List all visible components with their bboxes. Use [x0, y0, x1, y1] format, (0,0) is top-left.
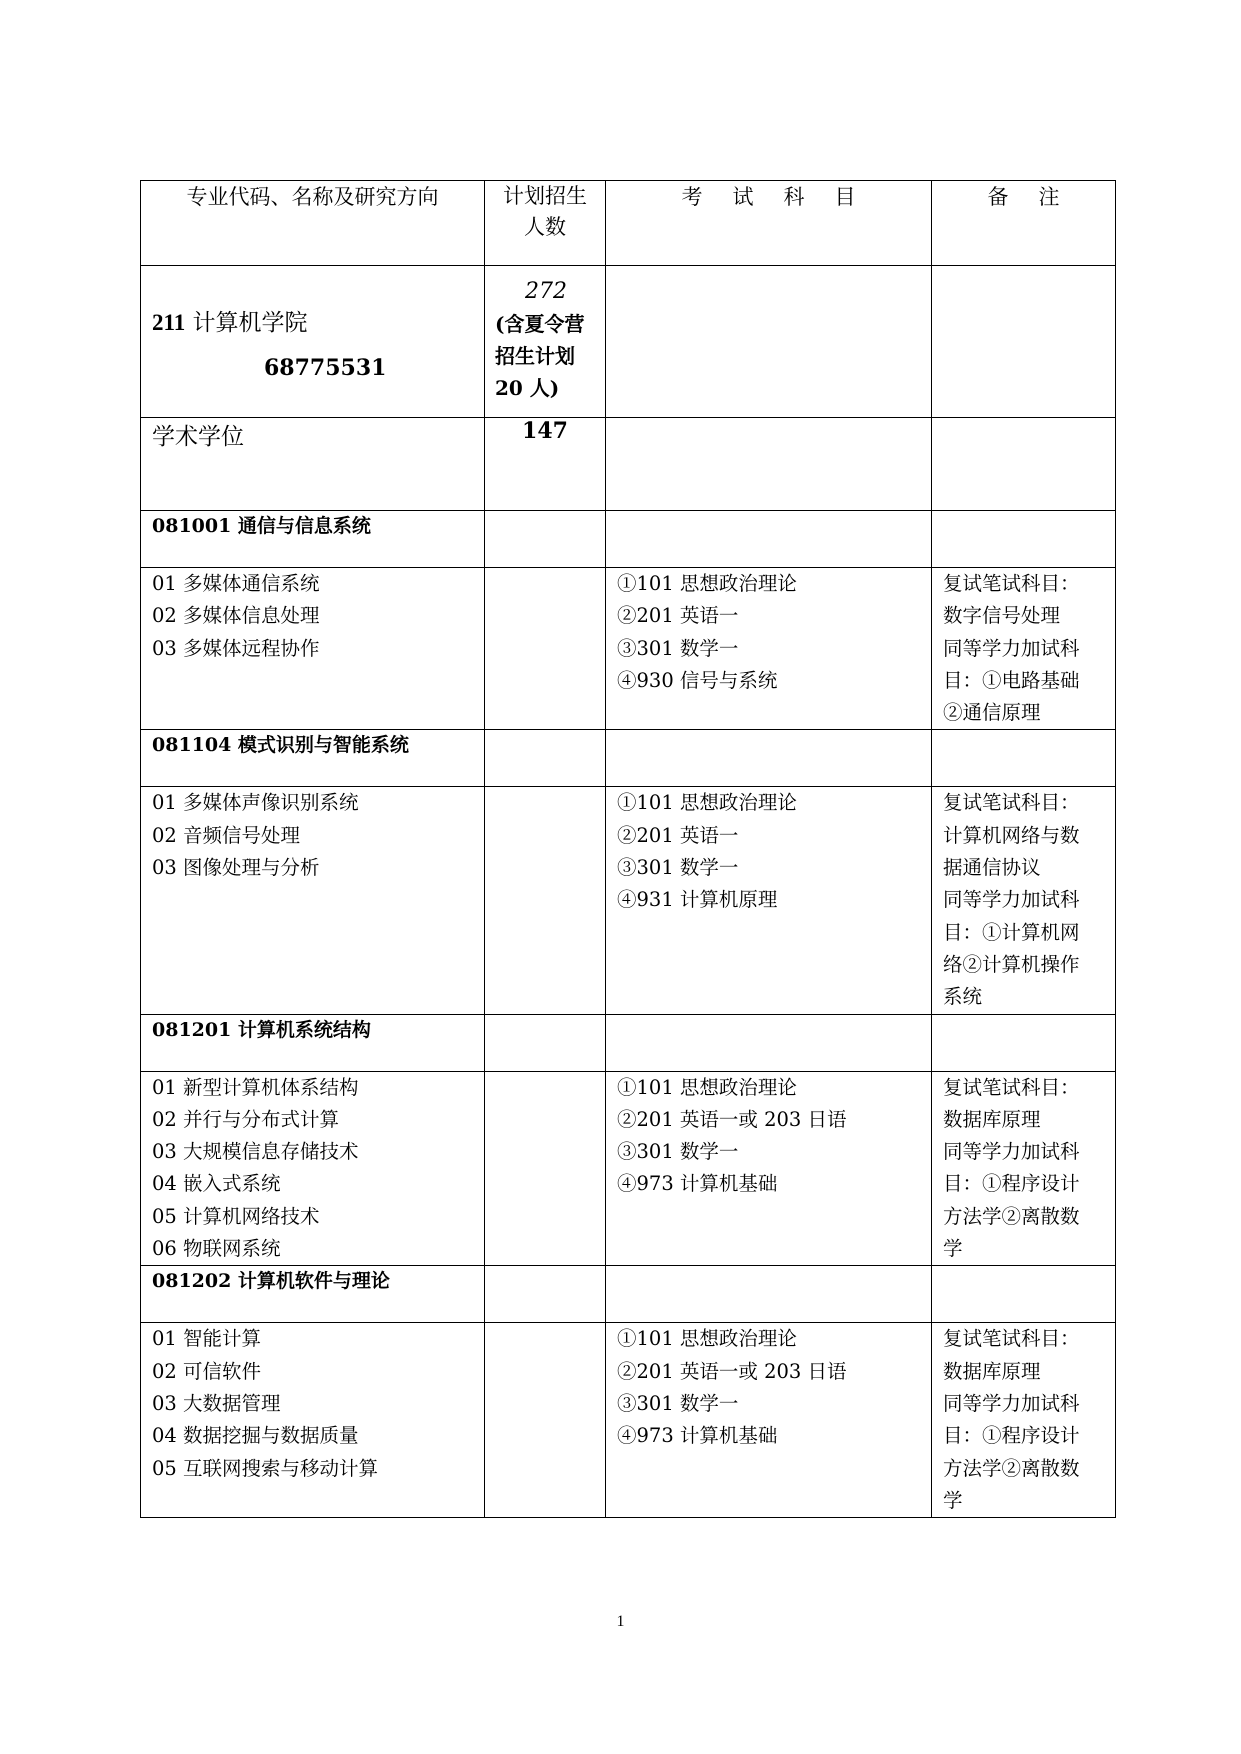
research-direction: 06 物联网系统 [152, 1237, 281, 1261]
research-directions [141, 1323, 485, 1518]
remark-line: 目：①电路基础 [943, 668, 1080, 692]
exam-subject: ④973 计算机基础 [617, 1424, 778, 1448]
department-phone: 68775531 [264, 355, 387, 381]
department-plan-count [485, 266, 606, 418]
major-title-empty-cell [606, 1266, 932, 1323]
remarks [932, 787, 1116, 1014]
remarks [932, 1323, 1116, 1518]
research-directions [141, 568, 485, 730]
remark-line: 学 [943, 1237, 963, 1261]
exam-subject: ①101 思想政治理论 [617, 572, 797, 595]
remark-line: 复试笔试科目： [943, 791, 1080, 815]
department-notes-empty [932, 266, 1116, 418]
remark-line: 目：①计算机网 [943, 920, 1080, 944]
degree-row [141, 418, 1116, 511]
header-plan-count-line1: 计划招生 [503, 184, 587, 208]
remark-line: 复试笔试科目： [943, 1327, 1080, 1351]
remark-line: 络②计算机操作 [943, 952, 1080, 976]
enrollment-plan-table [140, 180, 1116, 1518]
exam-subject: ②201 英语一 [617, 604, 739, 628]
plan-total: 272 [525, 279, 567, 304]
major-title-row [141, 1014, 1116, 1071]
remark-line: 目：①程序设计 [943, 1172, 1080, 1196]
major-title-empty-cell [485, 1014, 606, 1071]
remark-line: 同等学力加试科 [943, 888, 1080, 912]
remark-line: 数据库原理 [943, 1107, 1041, 1131]
research-direction: 03 图像处理与分析 [152, 856, 320, 880]
exam-subject: ③301 数学一 [617, 1140, 739, 1164]
exam-subject: ②201 英语一 [617, 823, 739, 847]
table-header-row [141, 181, 1116, 266]
remark-line: 数据库原理 [943, 1359, 1041, 1383]
department-exams-empty [606, 266, 932, 418]
major-title-empty-cell [932, 1014, 1116, 1071]
header-plan-count-line2: 人数 [524, 215, 566, 239]
research-direction: 01 智能计算 [152, 1327, 262, 1351]
degree-label: 学术学位 [141, 418, 485, 511]
remark-line: 复试笔试科目： [943, 1075, 1080, 1099]
research-direction: 05 计算机网络技术 [152, 1204, 320, 1228]
research-direction: 02 可信软件 [152, 1359, 262, 1383]
department-code: 211 [152, 310, 186, 335]
department-title: 计算机学院 [192, 310, 308, 336]
major-title-empty-cell [485, 511, 606, 568]
exam-subject: ①101 思想政治理论 [617, 1327, 797, 1351]
exam-subjects [606, 568, 932, 730]
header-notes [932, 181, 1116, 266]
exam-subject: ③301 数学一 [617, 1391, 739, 1415]
research-direction: 03 大数据管理 [152, 1391, 281, 1415]
department-name [141, 266, 484, 337]
header-plan-count [485, 181, 606, 266]
major-title-empty-cell [606, 730, 932, 787]
exam-subject: ②201 英语一或 203 日语 [617, 1359, 847, 1383]
remark-line: 数字信号处理 [943, 604, 1061, 628]
remarks [932, 1071, 1116, 1266]
degree-count: 147 [485, 418, 606, 511]
research-direction: 03 多媒体远程协作 [152, 636, 320, 660]
research-direction: 01 多媒体声像识别系统 [152, 791, 359, 815]
department-cell [141, 266, 485, 418]
exam-subjects [606, 787, 932, 1014]
major-name: 081201 计算机系统结构 [141, 1014, 485, 1071]
major-title-row [141, 1266, 1116, 1323]
detail-plan-count-empty [485, 787, 606, 1014]
major-title-row [141, 730, 1116, 787]
remark-line: 同等学力加试科 [943, 1140, 1080, 1164]
major-title-empty-cell [932, 1266, 1116, 1323]
header-notes-label: 备注 [987, 185, 1090, 209]
remark-line: 学 [943, 1488, 963, 1512]
detail-plan-count-empty [485, 1323, 606, 1518]
degree-notes-empty [932, 418, 1116, 511]
exam-subject: ④973 计算机基础 [617, 1172, 778, 1196]
major-title-empty-cell [606, 511, 932, 568]
research-direction: 02 多媒体信息处理 [152, 604, 320, 628]
page-number: 1 [616, 1613, 625, 1630]
research-direction: 01 多媒体通信系统 [152, 572, 320, 595]
exam-subject: ③301 数学一 [617, 636, 739, 660]
header-exams [606, 181, 932, 266]
exam-subject: ④931 计算机原理 [617, 888, 778, 912]
detail-plan-count-empty [485, 1071, 606, 1266]
remarks [932, 568, 1116, 730]
plan-note-line1: (含夏令营 [495, 312, 585, 336]
research-directions [141, 787, 485, 1014]
major-detail-row [141, 1071, 1116, 1266]
major-detail-row [141, 568, 1116, 730]
major-title-empty-cell [606, 1014, 932, 1071]
exam-subject: ④930 信号与系统 [617, 668, 778, 692]
major-name: 081001 通信与信息系统 [141, 511, 485, 568]
exam-subject: ①101 思想政治理论 [617, 1075, 797, 1099]
major-title-empty-cell [485, 1266, 606, 1323]
major-detail-row [141, 787, 1116, 1014]
plan-note-line3: 20 人) [495, 376, 560, 400]
remark-line: 系统 [943, 985, 983, 1009]
remark-line: 目：①程序设计 [943, 1424, 1080, 1448]
research-direction: 03 大规模信息存储技术 [152, 1140, 359, 1164]
remark-line: 方法学②离散数 [943, 1204, 1080, 1228]
remark-line: 据通信协议 [943, 856, 1041, 880]
remark-line: ②通信原理 [943, 701, 1041, 725]
major-title-row [141, 511, 1116, 568]
remark-line: 同等学力加试科 [943, 1391, 1080, 1415]
research-directions [141, 1071, 485, 1266]
research-direction: 02 音频信号处理 [152, 823, 301, 847]
header-exams-label: 考试科目 [681, 185, 886, 209]
major-name: 081202 计算机软件与理论 [141, 1266, 485, 1323]
research-direction: 04 嵌入式系统 [152, 1172, 281, 1196]
major-title-empty-cell [485, 730, 606, 787]
major-title-empty-cell [932, 511, 1116, 568]
plan-note-line2: 招生计划 [495, 344, 575, 368]
remark-line: 同等学力加试科 [943, 636, 1080, 660]
exam-subjects [606, 1323, 932, 1518]
research-direction: 04 数据挖掘与数据质量 [152, 1424, 359, 1448]
degree-exams-empty [606, 418, 932, 511]
major-name: 081104 模式识别与智能系统 [141, 730, 485, 787]
research-direction: 01 新型计算机体系结构 [152, 1075, 359, 1099]
research-direction: 02 并行与分布式计算 [152, 1107, 340, 1131]
department-row [141, 266, 1116, 418]
exam-subject: ①101 思想政治理论 [617, 791, 797, 815]
exam-subject: ②201 英语一或 203 日语 [617, 1107, 847, 1131]
major-title-empty-cell [932, 730, 1116, 787]
header-major: 专业代码、名称及研究方向 [141, 181, 485, 266]
remark-line: 计算机网络与数 [943, 823, 1080, 847]
exam-subjects [606, 1071, 932, 1266]
remark-line: 复试笔试科目： [943, 572, 1080, 595]
remark-line: 方法学②离散数 [943, 1456, 1080, 1480]
exam-subject: ③301 数学一 [617, 856, 739, 880]
detail-plan-count-empty [485, 568, 606, 730]
research-direction: 05 互联网搜索与移动计算 [152, 1456, 379, 1480]
major-detail-row [141, 1323, 1116, 1518]
